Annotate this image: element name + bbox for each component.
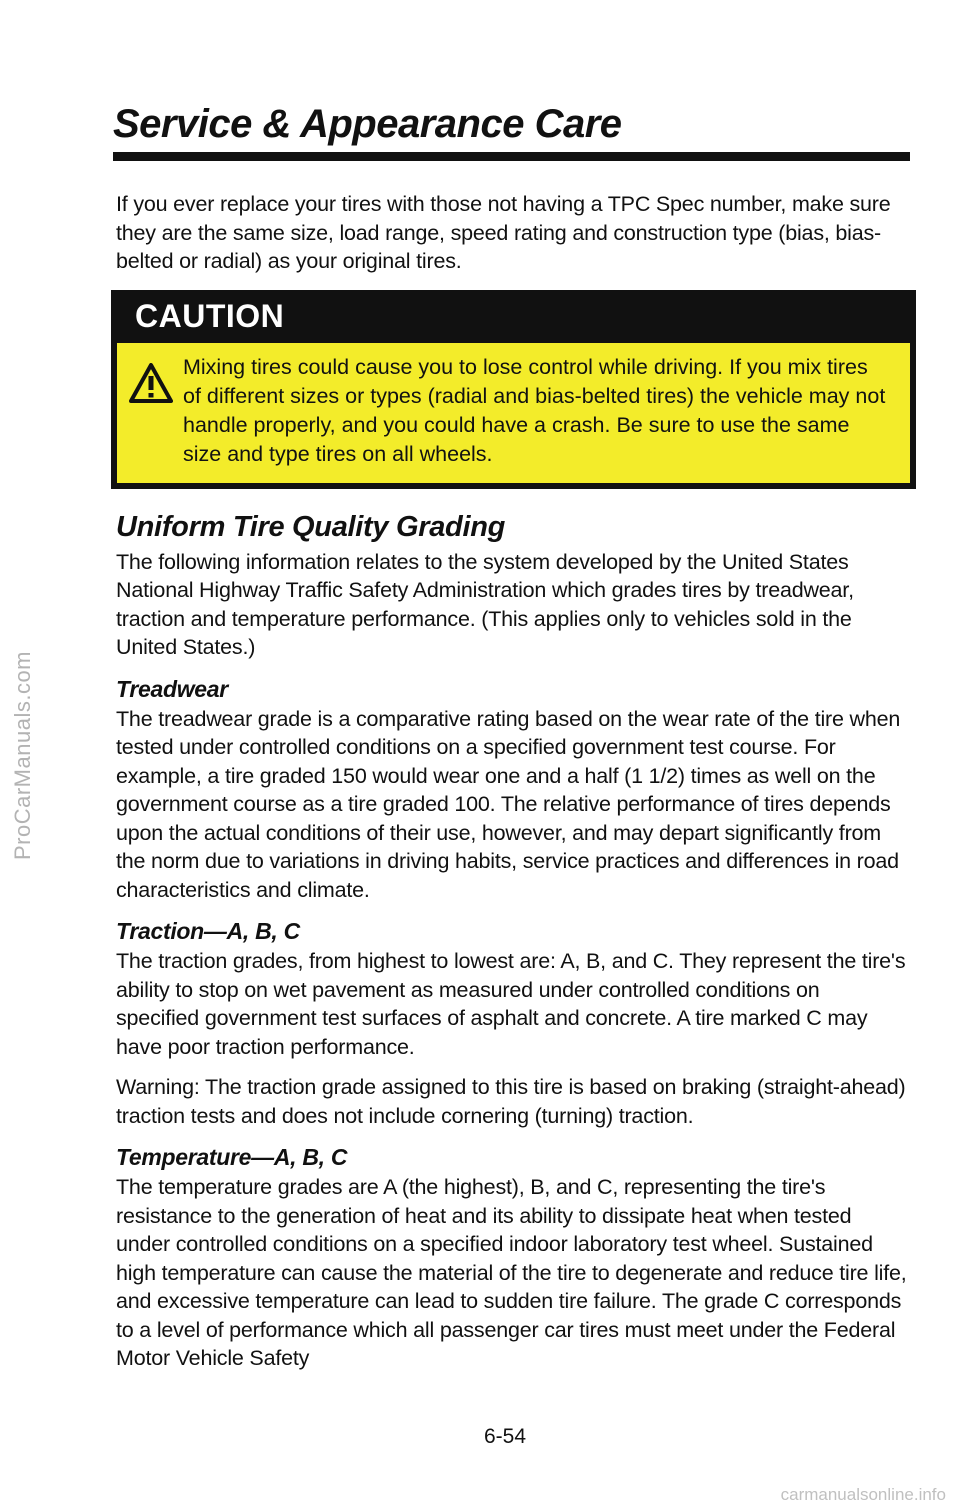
footer-watermark: carmanualsonline.info — [780, 1485, 946, 1504]
side-watermark: ProCarManuals.com — [10, 650, 35, 860]
section-heading-uniform-tire-quality-grading: Uniform Tire Quality Grading — [116, 510, 506, 543]
treadwear-paragraph: The treadwear grade is a comparative rating based on the wear rate of the tire when tested under controlled conditions on a specified government test course. For example, a tire graded 150 would wear one and a half (1 1/2) times as well on the government course as a tire graded 100. The relative performance of tires depends upon the actual conditions of their use, however, and may depart significantly from the norm due to variations in driving habits, service practices and differences in road characteristics and climate. — [116, 706, 901, 902]
caution-label: CAUTION — [117, 290, 910, 343]
page-content — [116, 190, 908, 1373]
page-title: Service & Appearance Care — [113, 102, 622, 146]
subheading-treadwear: Treadwear — [116, 675, 228, 702]
caution-text: Mixing tires could cause you to lose control while driving. If you mix tires of different sizes or types (radial and bias-belted tires) the vehicle may not handle properly, and you could have a crash. Be sure to use the same size and type tires on all wheels. — [183, 354, 886, 466]
traction-warning-paragraph: Warning: The traction grade assigned to this tire is based on braking (straight-ahead) traction tests and does not include cornering (turning) traction. — [116, 1075, 906, 1128]
temperature-paragraph: The temperature grades are A (the highest), B, and C, representing the tire's resistance to the generation of heat and its ability to dissipate heat when tested under controlled conditions on a specified indoor laboratory test wheel. Sustained high temperature can cause the material of the tire to degenerate and reduce tire life, and excessive temperature can lead to sudden tire failure. The grade C corresponds to a level of performance which all passenger car tires must meet under the Federal Motor Vehicle Safety — [116, 1175, 907, 1370]
subheading-traction: Traction—A, B, C — [116, 918, 300, 944]
intro-paragraph: If you ever replace your tires with those not having a TPC Spec number, make sure they are the same size, load range, speed rating and construction type (bias, bias-belted or radial) as your original tires. — [116, 192, 891, 273]
page-number: 6-54 — [483, 1425, 527, 1448]
section-intro-paragraph: The following information relates to the system developed by the United States National Highway Traffic Safety Administration which grades tires by treadwear, traction and temperature performance. (This applies only to vehicles sold in the United States.) — [116, 549, 854, 659]
header-rule — [113, 152, 910, 161]
subheading-temperature: Temperature—A, B, C — [116, 1144, 348, 1170]
warning-triangle-icon — [129, 353, 183, 469]
caution-box — [111, 290, 916, 489]
caution-body — [117, 343, 910, 483]
traction-paragraph: The traction grades, from highest to lowest are: A, B, and C. They represent the tire's ability to stop on wet pavement as measured under controlled conditions on specified government test surfaces of asphalt and concrete. A tire marked C may have poor traction performance. — [116, 949, 906, 1059]
